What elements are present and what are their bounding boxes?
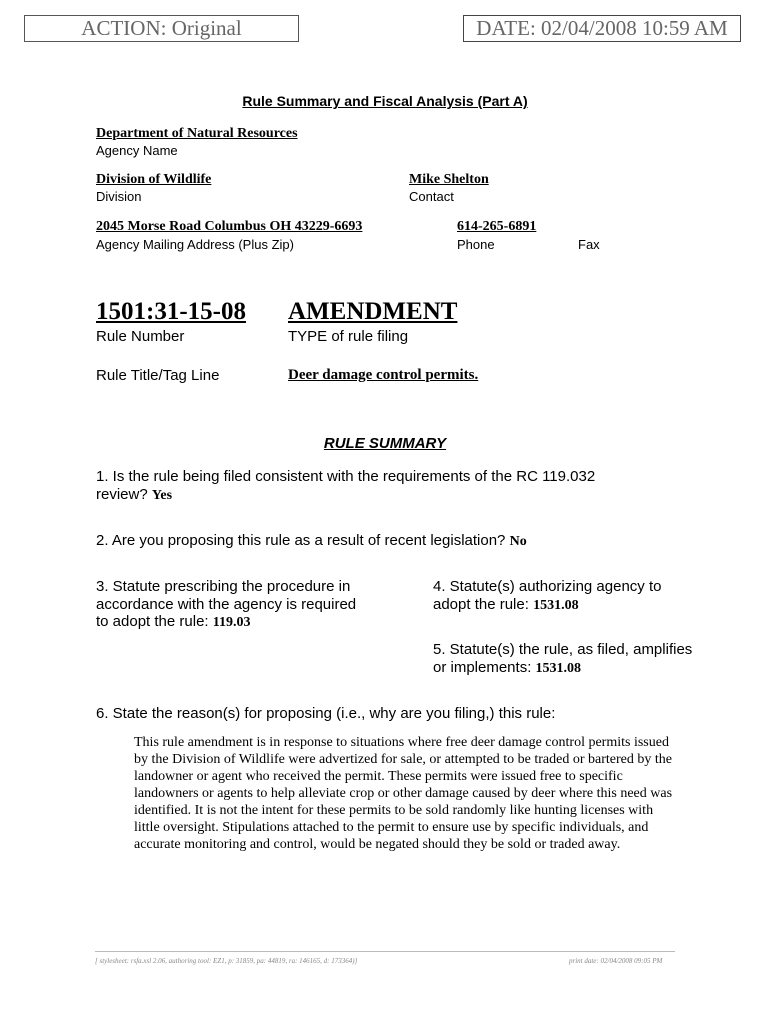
q1-line1: 1. Is the rule being filed consistent with the requirements of the RC 119.032	[96, 468, 596, 485]
rule-number-label: Rule Number	[96, 328, 185, 345]
footer-stylesheet-info: [ stylesheet: rsfa.xsl 2.06, authoring tool: EZ1, p: 31859, pa: 44819, ra: 146165, d: 173364)]	[95, 957, 358, 965]
q3-answer: 119.03	[212, 615, 251, 630]
q6-answer: This rule amendment is in response to situations where free deer damage control permits issued by the Division of Wildlife were advertized for sale, or attempted to be traded or bartered by the landowner or agent who received the permit. These permits were issued free to specific landowners or agents to help alleviate crop or other damage caused by deer where this need was identified. It is not the intent for these permits to be sold randomly like hunting licenses with little oversight. Stipulations attached to the permit to ensure use by specific individuals, and accurate monitoring and control, would be negated should they be sold or traded away.	[134, 735, 673, 852]
agency-name-value: Department of Natural Resources	[96, 126, 298, 141]
rule-summary-heading: RULE SUMMARY	[323, 435, 447, 452]
q5-answer: 1531.08	[535, 661, 582, 676]
q2-answer: No	[509, 534, 527, 549]
q5-question-end: or implements:	[433, 659, 532, 676]
q4-line2	[433, 596, 579, 614]
q2	[96, 532, 527, 550]
filing-type-value: AMENDMENT	[288, 298, 458, 325]
page-title: Rule Summary and Fiscal Analysis (Part A)	[242, 93, 528, 109]
rule-number-value: 1501:31-15-08	[96, 298, 246, 325]
contact-label: Contact	[409, 189, 454, 204]
q5-line2	[433, 659, 581, 677]
footer-divider	[95, 951, 675, 952]
footer-print-date: print date: 02/04/2008 09:05 PM	[569, 957, 663, 965]
q4-answer: 1531.08	[533, 598, 579, 613]
q2-question: 2. Are you proposing this rule as a result of recent legislation?	[96, 532, 506, 549]
q6-question: 6. State the reason(s) for proposing (i.e., why are you filing,) this rule:	[96, 705, 556, 722]
division-label: Division	[96, 189, 142, 204]
q1-line2	[96, 486, 172, 504]
q3-line2: accordance with the agency is required	[96, 596, 357, 613]
address-label: Agency Mailing Address (Plus Zip)	[96, 237, 294, 252]
action-box: ACTION: Original	[24, 15, 299, 42]
agency-name-label: Agency Name	[96, 143, 178, 158]
address-value: 2045 Morse Road Columbus OH 43229-6693	[96, 219, 363, 234]
fax-label: Fax	[578, 237, 600, 252]
q3-line3	[96, 613, 251, 631]
q4-line1: 4. Statute(s) authorizing agency to	[433, 578, 662, 595]
q3-line1: 3. Statute prescribing the procedure in	[96, 578, 351, 595]
contact-value: Mike Shelton	[409, 172, 489, 187]
rule-title-value: Deer damage control permits.	[288, 367, 479, 383]
q5-line1: 5. Statute(s) the rule, as filed, amplifies	[433, 641, 693, 658]
division-value: Division of Wildlife	[96, 172, 212, 187]
phone-label: Phone	[457, 237, 495, 252]
q4-question-end: adopt the rule:	[433, 596, 529, 613]
date-box: DATE: 02/04/2008 10:59 AM	[463, 15, 741, 42]
q1-question-end: review?	[96, 486, 148, 503]
phone-value: 614-265-6891	[457, 219, 537, 234]
q3-question-end: to adopt the rule:	[96, 613, 209, 630]
filing-type-label: TYPE of rule filing	[288, 328, 409, 345]
q1-answer: Yes	[151, 488, 173, 503]
rule-title-label: Rule Title/Tag Line	[96, 367, 220, 384]
